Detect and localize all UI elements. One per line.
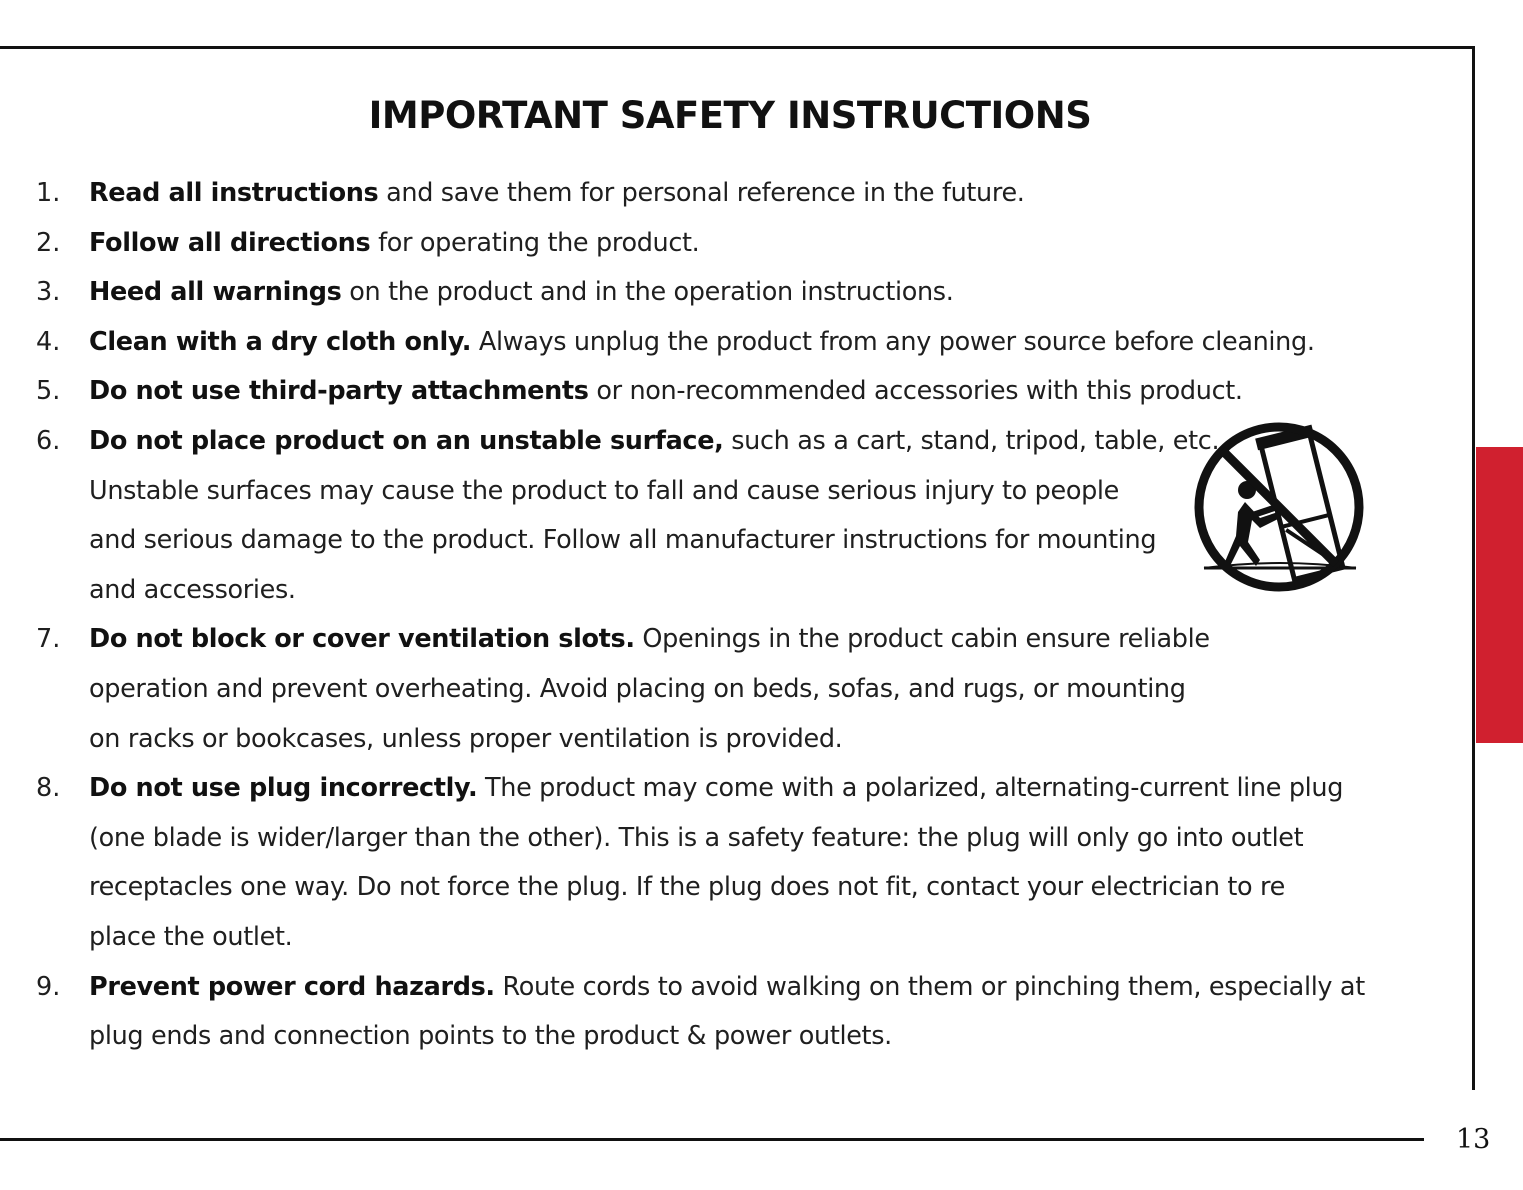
top-rule xyxy=(0,46,1475,49)
instruction-heading: Prevent power cord hazards. xyxy=(89,971,495,1002)
instruction-heading: Read all instructions xyxy=(89,178,379,208)
instruction-text: on racks or bookcases, unless proper ventilation is provided. xyxy=(89,723,843,754)
instruction-text: such as a cart, stand, tripod, table, etc. xyxy=(723,426,1220,456)
item-number: 5. xyxy=(36,376,61,407)
instruction-text: and serious damage to the product. Follow all manufacturer instructions for mounting xyxy=(89,525,1157,556)
item-number: 8. xyxy=(36,773,61,804)
instruction-line xyxy=(89,922,292,952)
instruction-line xyxy=(89,624,1210,654)
instruction-line xyxy=(89,525,1156,555)
instruction-line xyxy=(89,426,1219,456)
instruction-line xyxy=(89,376,1243,406)
section-tab xyxy=(1476,447,1523,743)
item-number: 4. xyxy=(36,326,61,357)
instruction-line xyxy=(89,228,699,258)
instruction-line xyxy=(89,178,1025,208)
instruction-heading: Clean with a dry cloth only. xyxy=(89,326,472,357)
instruction-text: Always unplug the product from any power source before cleaning. xyxy=(471,326,1315,357)
instruction-heading: Do not use third-party attachments xyxy=(89,376,589,407)
instruction-line xyxy=(89,277,953,307)
instruction-text: operation and prevent overheating. Avoid placing on beds, sofas, and rugs, or mounting xyxy=(89,674,1186,704)
instruction-line xyxy=(89,674,1186,704)
instruction-line xyxy=(89,872,1285,902)
instruction-text: on the product and in the operation instructions. xyxy=(341,277,954,308)
instruction-line xyxy=(89,823,1303,853)
instruction-text: plug ends and connection points to the product & power outlets. xyxy=(89,1021,892,1052)
item-number: 9. xyxy=(36,971,61,1002)
instruction-text: Route cords to avoid walking on them or pinching them, especially at xyxy=(494,971,1365,1002)
item-number: 6. xyxy=(36,426,61,456)
instruction-text: The product may come with a polarized, alternating-current line plug xyxy=(477,773,1344,804)
instruction-text: receptacles one way. Do not force the plug. If the plug does not fit, contact your electrician to re xyxy=(89,872,1285,903)
instruction-text: Openings in the product cabin ensure reliable xyxy=(634,624,1210,655)
instruction-line xyxy=(89,1021,892,1051)
right-rule xyxy=(1472,46,1475,1090)
instruction-heading: Follow all directions xyxy=(89,227,371,258)
instruction-line xyxy=(89,773,1343,803)
instruction-heading: Do not use plug incorrectly. xyxy=(89,773,478,804)
instruction-text: and save them for personal reference in the future. xyxy=(378,178,1025,208)
instruction-text: (one blade is wider/larger than the other). This is a safety feature: the plug will only go into outlet xyxy=(89,822,1304,853)
page-number: 13 xyxy=(1456,1124,1491,1155)
cart-tip-over-warning-icon xyxy=(1190,420,1368,594)
instruction-text: Unstable surfaces may cause the product to fall and cause serious injury to people xyxy=(89,475,1119,506)
instruction-text: and accessories. xyxy=(89,574,296,605)
instruction-line xyxy=(89,724,842,754)
instruction-heading: Do not block or cover ventilation slots. xyxy=(89,624,635,655)
item-number: 1. xyxy=(36,178,61,208)
instruction-line xyxy=(89,575,296,605)
instruction-heading: Heed all warnings xyxy=(89,277,342,308)
instruction-text: or non-recommended accessories with this product. xyxy=(588,376,1243,407)
bottom-rule xyxy=(0,1138,1424,1141)
instruction-line xyxy=(89,327,1315,357)
item-number: 7. xyxy=(36,624,61,655)
instruction-text: place the outlet. xyxy=(89,922,293,952)
item-number: 2. xyxy=(36,227,61,258)
instruction-line xyxy=(89,972,1365,1002)
instruction-line xyxy=(89,476,1119,506)
instruction-heading: Do not place product on an unstable surface, xyxy=(89,426,724,456)
page-title: IMPORTANT SAFETY INSTRUCTIONS xyxy=(368,94,1092,137)
item-number: 3. xyxy=(36,277,61,308)
instruction-text: for operating the product. xyxy=(370,227,700,258)
